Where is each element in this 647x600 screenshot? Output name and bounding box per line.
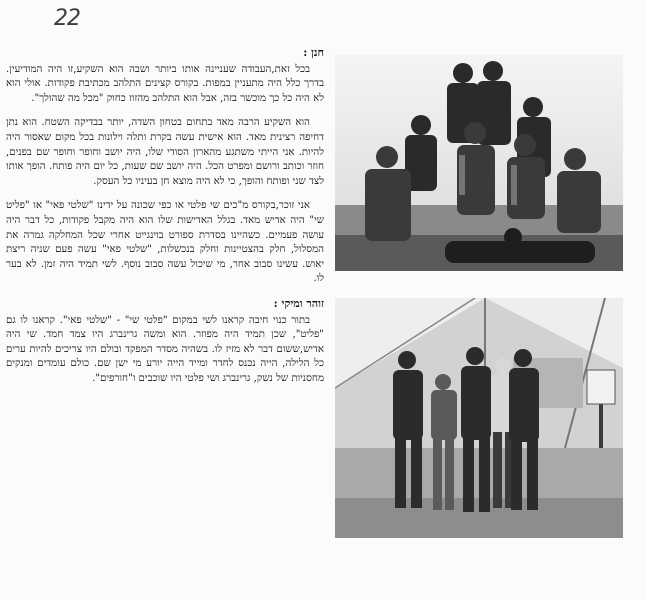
section-zohar-miki <box>6 297 324 387</box>
article-text-column <box>6 46 324 396</box>
group-photo-illustration <box>335 55 623 271</box>
paragraph: בתור כנוי חיבה קראנו לשי במקום "פלטי שי" - "שלטי פאי". קראנו לו גם "פליט", שכן תמיד היה מפוזר. הוא ומשה גרינברג היו צמד חמד. שי היה אדיש,ששום דבר לא מזיז לו. בשהיה מסדר המפקד ובולם היו צריכים להיות ערים כל הלילה, הייה נכנס לחדר ומייד הייה יורע מי ישן שם. כולם עומדים ומנקים מחסניות של נשק, גרינברג ושי פלטי היו שוכבים ו"חורפים". <box>6 314 324 384</box>
paragraph: בכל זאת,העבודה שעניינה אותו ביותר ושבה הוא השקיע,זו היה המודיעין. בדרך כלל היה מתעניין במפות. בקורס קצינים התלהב מכתיבת פקודות. אולי הוא לא היה כל כך מוכשר בזה, אבל הוא התלהב מהזוז כחוק "מכל מה שהולך". <box>6 63 324 104</box>
section-heading: חנן : <box>303 46 324 59</box>
section-heading: זוהר ומיקי : <box>273 296 324 310</box>
handwritten-page-number: 22 <box>54 6 80 31</box>
soldiers-by-tent-photo <box>335 298 623 538</box>
paragraph: אני זוכר,בקורס מ"כים שי פלטי או כפי שכונה על ידינו "שלטי פאי" או "פליט שי" היה אדיש מאד. בגלל האדישות שלו הוא היה מקבל פקודות, כל דבר היה עושה פעמיים. כשהיינו בסדרת ספורט בוינגייט אחרי שכל המחלקה גמרה את המסלול, חלק בהצטיינות וחלק בנכשלות, "שלטי פאי" עשה פעם שניה ריצת יאוש. עשינו סבוב אחר, מי שיכול עשה סבוב נוסף. לשי תמיד היה זמן. לא בער לו. <box>6 200 324 285</box>
tent-photo-illustration <box>335 298 623 538</box>
paragraph: הוא השקיע הרבה מאד בתחום בטחון השדה, יותר בבדיקה השטח. הוא נתן דחיפה רצינית מאד. הוא אישית עשה בקרת ותלה וילונות בכל מקום שאסור היה להיות. אני הייתי משתגע מהארון הסודי שלו, היה יושב וחופר וחופר שם בפנים, חוזר וכותב ורושם ומפרט הכל. היה יושב שם שעות, כל יום היה פותח. הופך אותו לצד שני ופותח והופך, כי לא היה מוצא חן בעיניו כל העסק. <box>6 117 324 187</box>
section-hanan <box>6 46 324 287</box>
group-soldiers-photo <box>335 55 623 271</box>
